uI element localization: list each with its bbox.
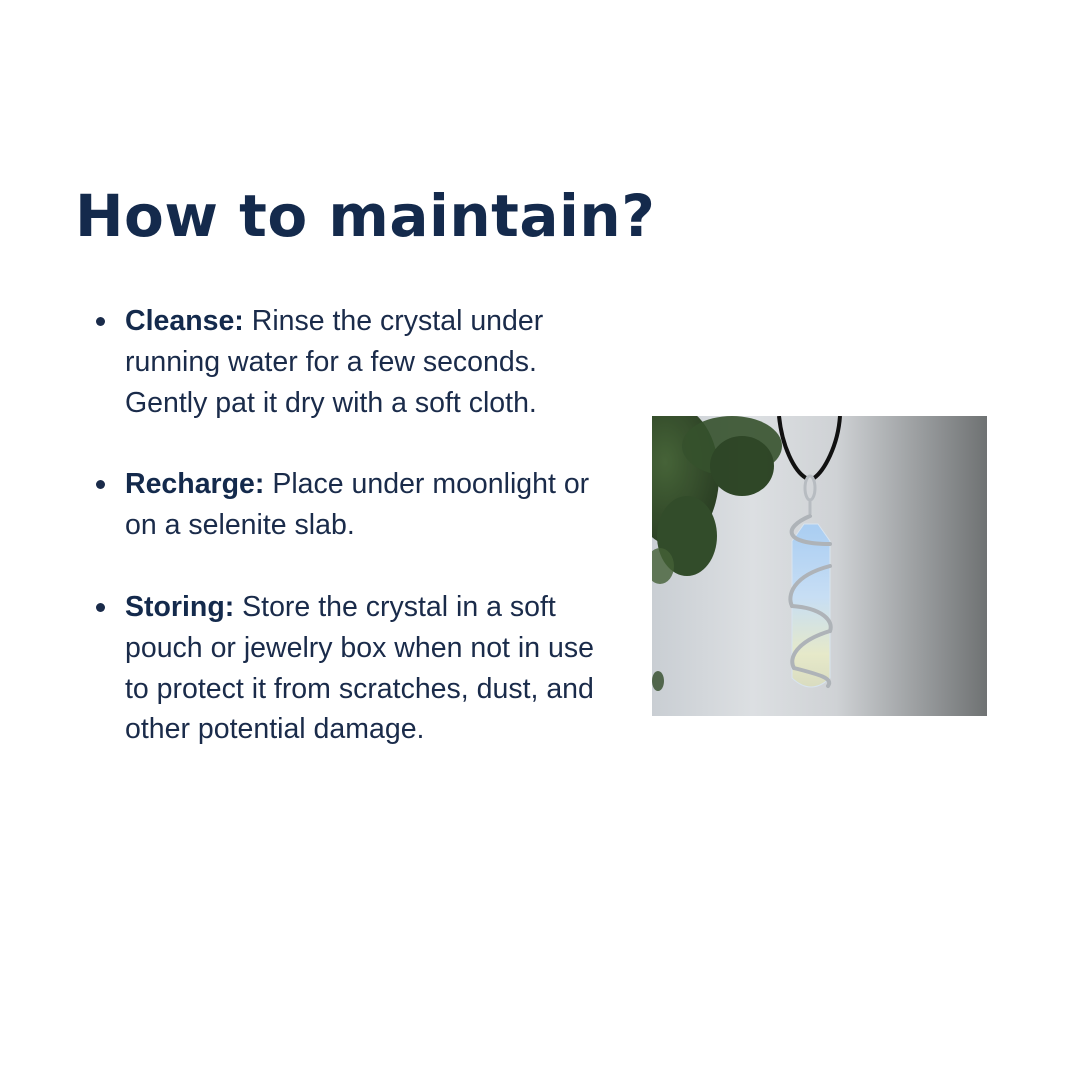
leaf-shapes — [652, 416, 782, 691]
tip-cleanse — [125, 301, 625, 423]
maintenance-tips-list — [125, 301, 625, 750]
bullet-dot — [96, 317, 105, 326]
tip-storing — [125, 587, 625, 750]
bullet-dot — [96, 480, 105, 489]
crystal-pendant-photo — [652, 416, 987, 716]
page-title: How to maintain? — [75, 182, 656, 250]
tip-label: Recharge: — [125, 468, 265, 501]
tip-label: Storing: — [125, 590, 235, 623]
tip-text: Place under moonlight or on a selenite slab. — [125, 468, 590, 542]
tip-text: Rinse the crystal under running water for a few seconds. Gently pat it dry with a soft cloth. — [125, 305, 544, 419]
bullet-dot — [96, 603, 105, 612]
tip-recharge — [125, 464, 625, 546]
tip-label: Cleanse: — [125, 305, 244, 337]
tip-text: Store the crystal in a soft pouch or jewelry box when not in use to protect it from scratches, dust, and other potential damage. — [125, 590, 594, 746]
